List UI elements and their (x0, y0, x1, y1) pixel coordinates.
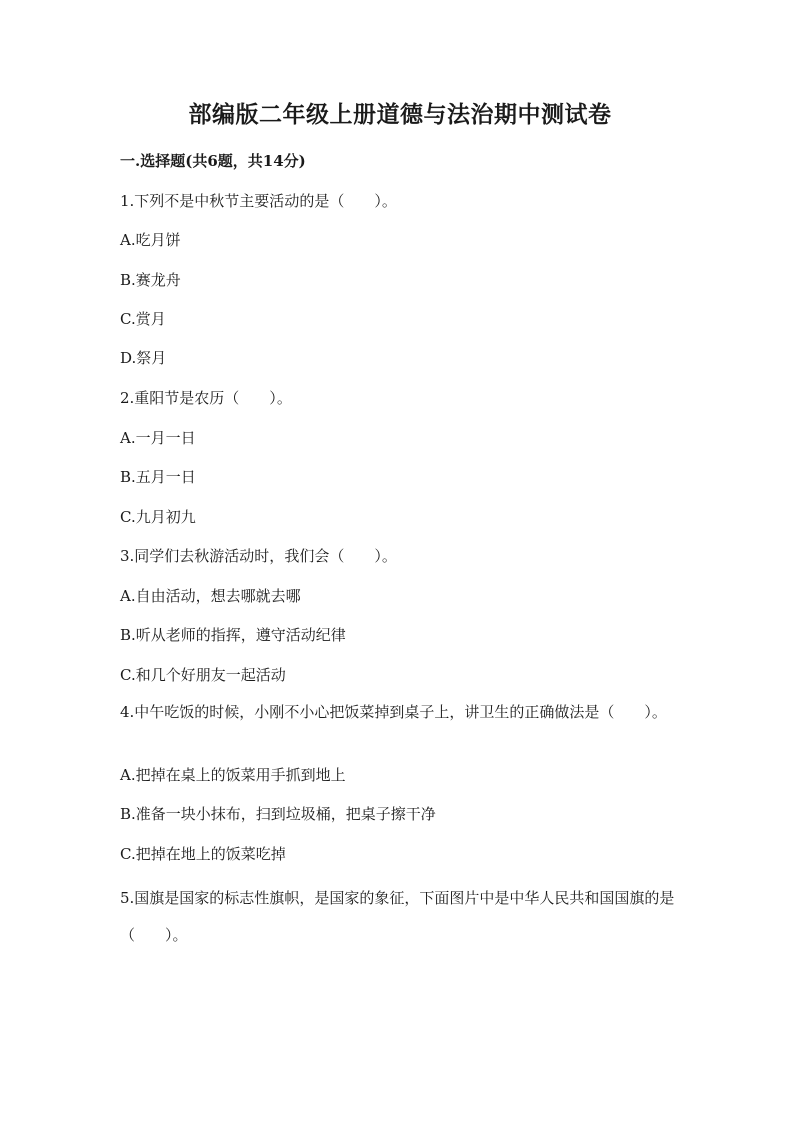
question-3-option-a: A.自由活动，想去哪就去哪 (120, 587, 301, 605)
question-3-option-b: B.听从老师的指挥，遵守活动纪律 (120, 626, 346, 644)
question-4-option-b: B.准备一块小抹布，扫到垃圾桶，把桌子擦干净 (120, 805, 436, 823)
question-4-stem: 4.中午吃饭的时候，小刚不小心把饭菜掉到桌子上，讲卫生的正确做法是（ ）。 (120, 703, 667, 721)
question-4-option-c: C.把掉在地上的饭菜吃掉 (120, 845, 286, 863)
question-5-stem: 5.国旗是国家的标志性旗帜，是国家的象征，下面图片中是中华人民共和国国旗的是（ ）。 (120, 889, 675, 944)
question-1-option-b: B.赛龙舟 (120, 271, 181, 289)
question-3-stem: 3.同学们去秋游活动时，我们会（ ）。 (120, 547, 397, 565)
page-title: 部编版二年级上册道德与法治期中测试卷 (188, 101, 612, 128)
question-2-option-a: A.一月一日 (120, 429, 196, 447)
question-2-option-c: C.九月初九 (120, 508, 196, 526)
question-1-stem: 1.下列不是中秋节主要活动的是（ ）。 (120, 192, 397, 210)
question-2-stem: 2.重阳节是农历（ ）。 (120, 389, 292, 407)
question-4-option-a: A.把掉在桌上的饭菜用手抓到地上 (120, 766, 346, 784)
question-1-option-d: D.祭月 (120, 349, 167, 367)
question-1-option-c: C.赏月 (120, 310, 166, 328)
question-1-option-a: A.吃月饼 (120, 231, 181, 249)
question-2-option-b: B.五月一日 (120, 468, 196, 486)
question-3-option-c: C.和几个好朋友一起活动 (120, 666, 286, 684)
section-heading: 一.选择题(共6题，共14分) (120, 152, 306, 170)
